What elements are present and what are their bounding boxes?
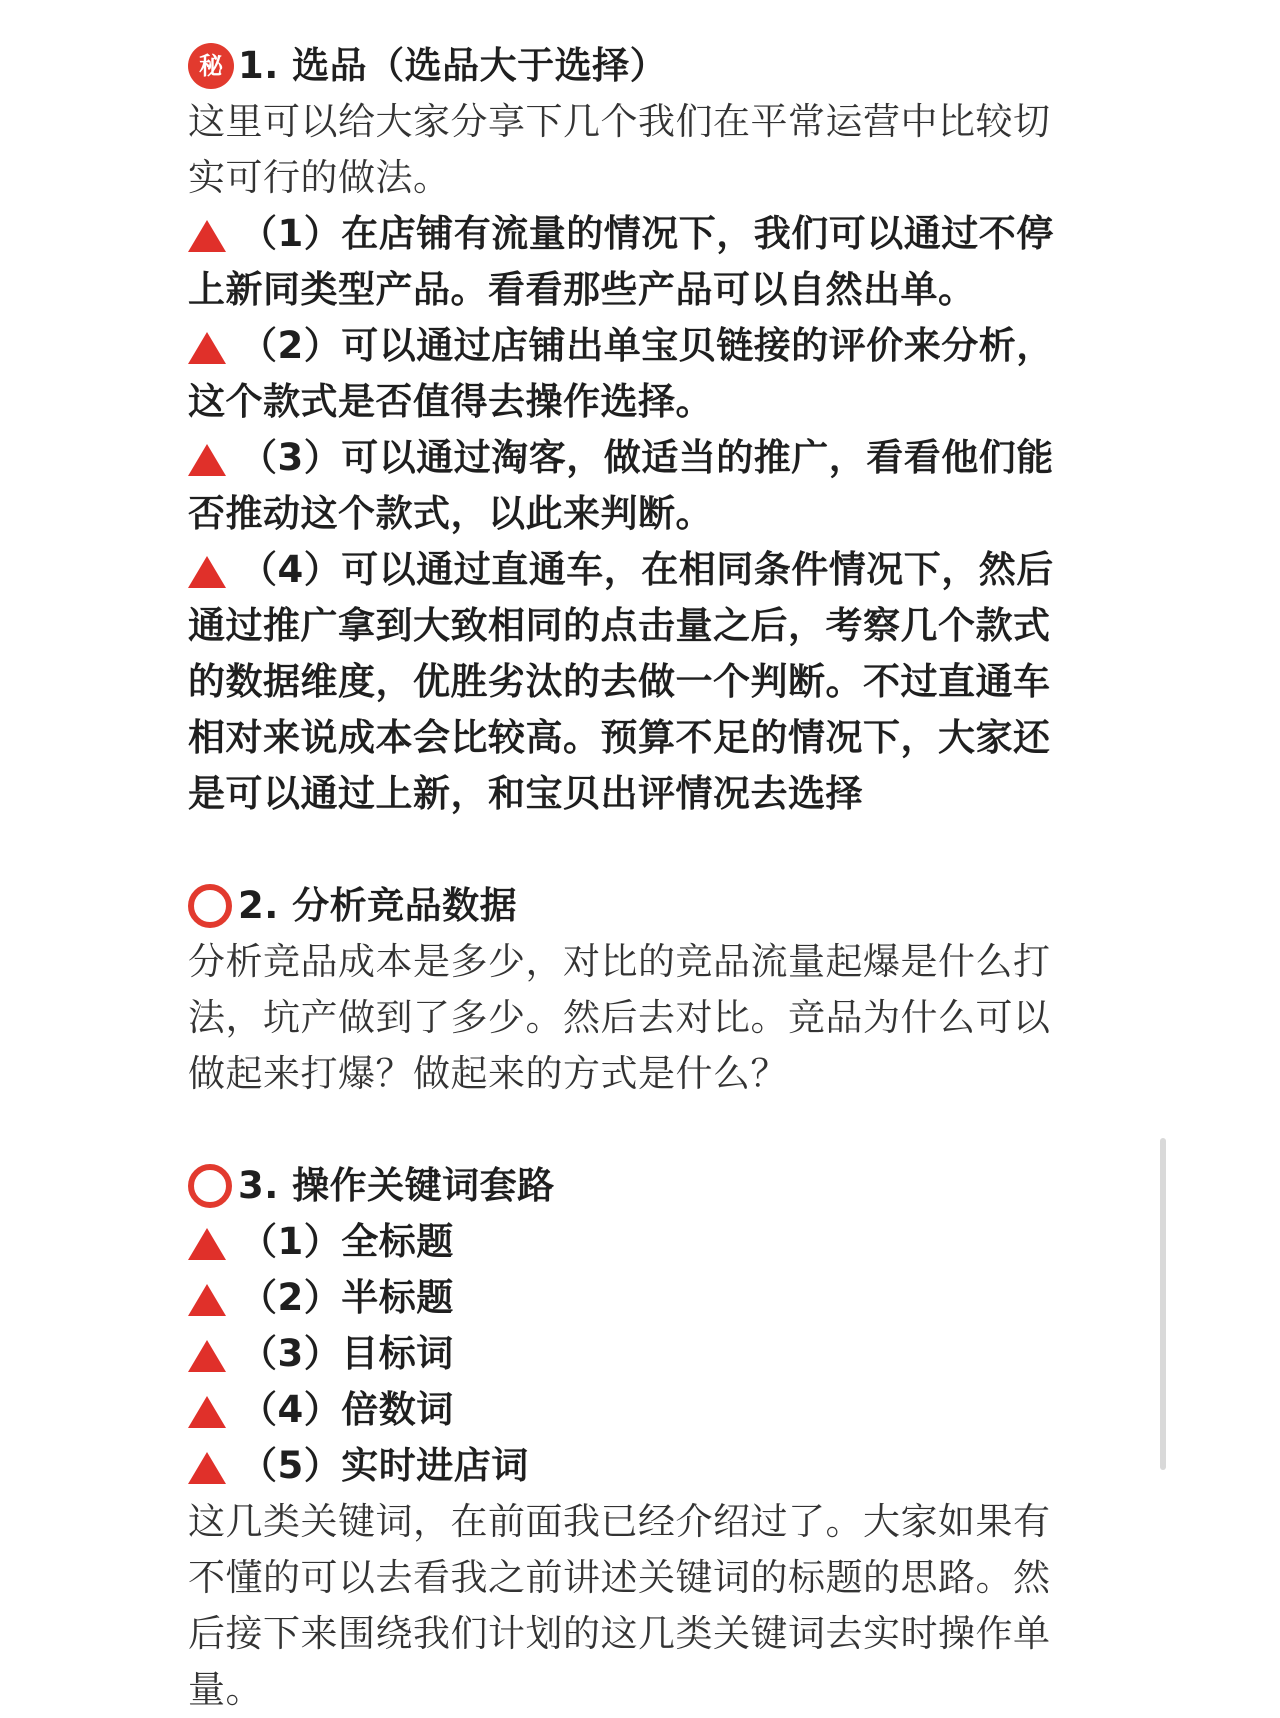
section-3-list-item <box>188 1326 1088 1382</box>
section-1-intro-line: 实可行的做法。 <box>188 156 451 199</box>
section-3-body-line: 量。 <box>188 1668 263 1711</box>
section-3-heading-text: 3. 操作关键词套路 <box>238 1164 555 1207</box>
section-2-heading-text: 2. 分析竞品数据 <box>238 884 518 927</box>
section-3-body-line: 这几类关键词，在前面我已经介绍过了。大家如果有 <box>188 1500 1051 1543</box>
section-1-item-4-text: （4）可以通过直通车，在相同条件情况下，然后 <box>240 548 1054 591</box>
section-3-list-item <box>188 1438 1088 1494</box>
section-2-body-line: 做起来打爆？做起来的方式是什么？ <box>188 1052 788 1095</box>
section-3-heading <box>188 1158 1088 1214</box>
red-triangle-icon <box>188 556 226 588</box>
section-3-list-item-text: （2）半标题 <box>240 1276 454 1319</box>
section-1-item-3-line: 否推动这个款式，以此来判断。 <box>188 492 713 535</box>
red-triangle-icon <box>188 1452 226 1484</box>
section-1-item-1-line <box>188 206 1088 262</box>
section-1-item-1-text: （1）在店铺有流量的情况下，我们可以通过不停 <box>240 212 1054 255</box>
section-3-body-line: 不懂的可以去看我之前讲述关键词的标题的思路。然 <box>188 1556 1051 1599</box>
section-1-item-2-text: （2）可以通过店铺出单宝贝链接的评价来分析， <box>240 324 1054 367</box>
section-2-body-line: 法，坑产做到了多少。然后去对比。竞品为什么可以 <box>188 996 1051 1039</box>
red-triangle-icon <box>188 332 226 364</box>
section-spacer <box>188 822 1088 878</box>
section-1-heading-text: 1. 选品（选品大于选择） <box>238 44 668 87</box>
section-1-heading <box>188 38 1088 94</box>
section-3-list-item <box>188 1270 1088 1326</box>
section-spacer <box>188 1102 1088 1158</box>
section-1-item-4-line: 的数据维度，优胜劣汰的去做一个判断。不过直通车 <box>188 660 1051 703</box>
section-1-item-2-line: 这个款式是否值得去操作选择。 <box>188 380 713 423</box>
hollow-red-circle-icon <box>188 1164 232 1208</box>
hollow-red-circle-icon <box>188 884 232 928</box>
section-2-heading <box>188 878 1088 934</box>
section-3-list-item-text: （1）全标题 <box>240 1220 454 1263</box>
section-3-list-item-text: （4）倍数词 <box>240 1388 454 1431</box>
red-triangle-icon <box>188 444 226 476</box>
section-1-item-4-line <box>188 542 1088 598</box>
section-1-item-4-line: 是可以通过上新，和宝贝出评情况去选择 <box>188 772 863 815</box>
section-1-item-3-text: （3）可以通过淘客，做适当的推广，看看他们能 <box>240 436 1054 479</box>
section-1-intro-line: 这里可以给大家分享下几个我们在平常运营中比较切 <box>188 100 1051 143</box>
red-triangle-icon <box>188 1396 226 1428</box>
section-3-list-item <box>188 1214 1088 1270</box>
section-1-item-2-line <box>188 318 1088 374</box>
red-triangle-icon <box>188 1340 226 1372</box>
section-3-list-item-text: （5）实时进店词 <box>240 1444 529 1487</box>
red-triangle-icon <box>188 220 226 252</box>
article-content <box>188 38 1088 1718</box>
section-1-item-4-line: 相对来说成本会比较高。预算不足的情况下，大家还 <box>188 716 1051 759</box>
section-3-body-line: 后接下来围绕我们计划的这几类关键词去实时操作单 <box>188 1612 1051 1655</box>
section-1-item-4-line: 通过推广拿到大致相同的点击量之后，考察几个款式 <box>188 604 1051 647</box>
secret-ideograph-icon: 秘 <box>188 43 234 89</box>
section-3-list-item-text: （3）目标词 <box>240 1332 454 1375</box>
section-3-list-item <box>188 1382 1088 1438</box>
section-1-item-1-line: 上新同类型产品。看看那些产品可以自然出单。 <box>188 268 976 311</box>
vertical-scrollbar[interactable] <box>1160 1138 1166 1470</box>
section-1-item-3-line <box>188 430 1088 486</box>
red-triangle-icon <box>188 1228 226 1260</box>
red-triangle-icon <box>188 1284 226 1316</box>
section-2-body-line: 分析竞品成本是多少，对比的竞品流量起爆是什么打 <box>188 940 1051 983</box>
